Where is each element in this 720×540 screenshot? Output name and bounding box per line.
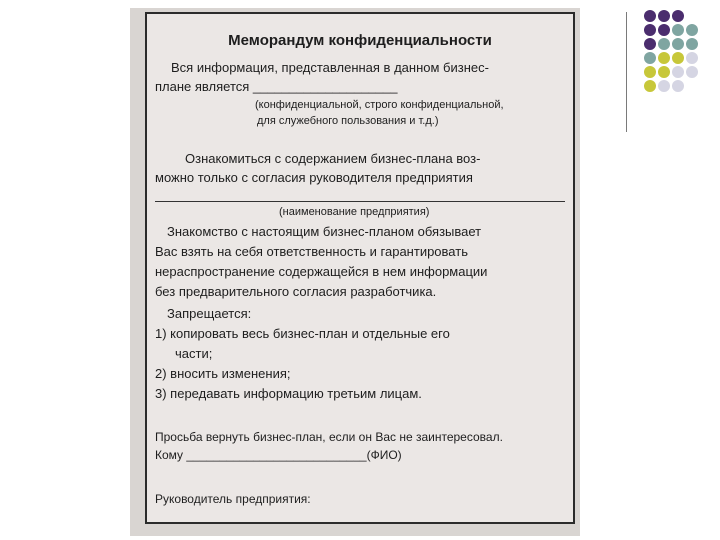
memo-line: Запрещается: bbox=[167, 306, 252, 321]
memo-line: 1) копировать весь бизнес-план и отдельные его bbox=[155, 326, 450, 341]
decor-dot bbox=[658, 52, 670, 64]
decor-divider bbox=[626, 12, 627, 132]
memo-line: 2) вносить изменения; bbox=[155, 366, 291, 381]
memo-line: Просьба вернуть бизнес-план, если он Вас не заинтересовал. bbox=[155, 430, 503, 444]
decor-dot bbox=[686, 66, 698, 78]
memo-line: Кому ___________________________(ФИО) bbox=[155, 448, 402, 462]
decor-dot bbox=[672, 52, 684, 64]
decor-dot bbox=[672, 80, 684, 92]
decor-dot bbox=[658, 80, 670, 92]
decor-dot bbox=[686, 52, 698, 64]
memo-line: нераспространение содержащейся в нем информации bbox=[155, 264, 488, 279]
memo-line: Ознакомиться с содержанием бизнес-плана воз- bbox=[185, 151, 481, 166]
decor-dot bbox=[686, 38, 698, 50]
decor-dot bbox=[658, 38, 670, 50]
memo-line: Вся информация, представленная в данном бизнес- bbox=[171, 60, 489, 75]
decor-dot bbox=[658, 24, 670, 36]
decor-dot bbox=[658, 10, 670, 22]
memo-line: части; bbox=[175, 346, 213, 361]
decor-dot bbox=[644, 10, 656, 22]
decor-dot bbox=[658, 66, 670, 78]
decor-dot bbox=[644, 52, 656, 64]
decor-dot bbox=[644, 80, 656, 92]
memo-line: плане является ____________________ bbox=[155, 79, 398, 94]
memo-line: Знакомство с настоящим бизнес-планом обязывает bbox=[167, 224, 482, 239]
memo-line: для служебного пользования и т.д.) bbox=[257, 115, 439, 127]
decor-dot bbox=[672, 24, 684, 36]
decor-dot bbox=[672, 66, 684, 78]
signature-line bbox=[155, 201, 565, 202]
memo-line: (наименование предприятия) bbox=[279, 206, 430, 218]
memo-line: без предварительного согласия разработчика. bbox=[155, 284, 437, 299]
decor-dot bbox=[686, 24, 698, 36]
decor-dot bbox=[672, 38, 684, 50]
memo-line: 3) передавать информацию третьим лицам. bbox=[155, 386, 422, 401]
memo-line: можно только с согласия руководителя предприятия bbox=[155, 170, 473, 185]
decor-dot bbox=[672, 10, 684, 22]
memo-line: Руководитель предприятия: bbox=[155, 492, 311, 506]
memo-sheet bbox=[145, 12, 575, 524]
decor-dot bbox=[644, 66, 656, 78]
memo-title: Меморандум конфиденциальности bbox=[228, 32, 492, 49]
memo-line: (конфиденциальной, строго конфиденциальной, bbox=[255, 99, 504, 111]
decor-dot bbox=[644, 24, 656, 36]
decor-dot bbox=[644, 38, 656, 50]
memo-line: Вас взять на себя ответственность и гарантировать bbox=[155, 244, 468, 259]
